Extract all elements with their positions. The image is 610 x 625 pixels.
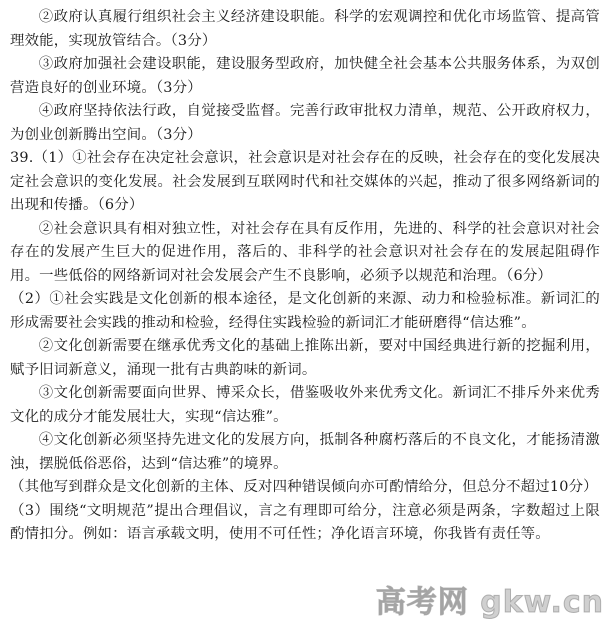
paragraph-39-2-4: ④文化创新必须坚持先进文化的发展方向，抵制各种腐朽落后的不良文化，才能扬清激浊，摆脱低俗恶俗，达到“信达雅”的境界。 <box>10 432 600 472</box>
paragraph-39-2-note: （其他写到群众是文化创新的主体、反对四种错误倾向亦可酌情给分，但总分不超过10分） <box>10 479 598 495</box>
watermark-text: 高考网 gkw.cn <box>375 585 604 620</box>
paragraph-4-gov-law: ④政府坚持依法行政，自觉接受监督。完善行政审批权力清单，规范、公开政府权力，为创业创新腾出空间。（3分） <box>10 103 600 143</box>
paragraph-39-1-2: ②社会意识具有相对独立性，对社会存在具有反作用，先进的、科学的社会意识对社会存在的发展产生巨大的促进作用，落后的、非科学的社会意识对社会存在的发展起阻碍作用。一些低俗的网络新词对社会发展会产生不良影响，必须予以规范和治理。（6分） <box>10 220 600 284</box>
paragraph-39-1-1: 39.（1）①社会存在决定社会意识，社会意识是对社会存在的反映，社会存在的变化发展决定社会意识的变化发展。社会发展到互联网时代和社交媒体的兴起，推动了很多网络新词的出现和传播。（6分） <box>10 150 600 213</box>
paragraph-39-3: （3）围绕“文明规范”提出合理倡议，言之有理即可给分，注意必须是两条，字数超过上限酌情扣分。例如：语言承载文明，使用不可任性；净化语言环境，你我皆有责任等。 <box>10 502 600 542</box>
paragraph-39-2-2: ②文化创新需要在继承优秀文化的基础上推陈出新，要对中国经典进行新的挖掘利用，赋予旧词新意义，涌现一批有古典韵味的新词。 <box>10 338 600 378</box>
paragraph-2-gov-economic: ②政府认真履行组织社会主义经济建设职能。科学的宏观调控和优化市场监管、提高管理效能，实现放管结合。（3分） <box>10 9 600 49</box>
paragraph-39-2-1: （2）①社会实践是文化创新的根本途径，是文化创新的来源、动力和检验标准。新词汇的形成需要社会实践的推动和检验，经得住实践检验的新词汇才能研磨得“信达雅”。 <box>10 291 600 331</box>
paragraph-3-gov-social: ③政府加强社会建设职能，建设服务型政府，加快健全社会基本公共服务体系，为双创营造良好的创业环境。（3分） <box>10 56 600 96</box>
paragraph-39-2-3: ③文化创新需要面向世界、博采众长，借鉴吸收外来优秀文化。新词汇不排斥外来优秀文化的成分才能发展壮大，实现“信达雅”。 <box>10 385 600 425</box>
